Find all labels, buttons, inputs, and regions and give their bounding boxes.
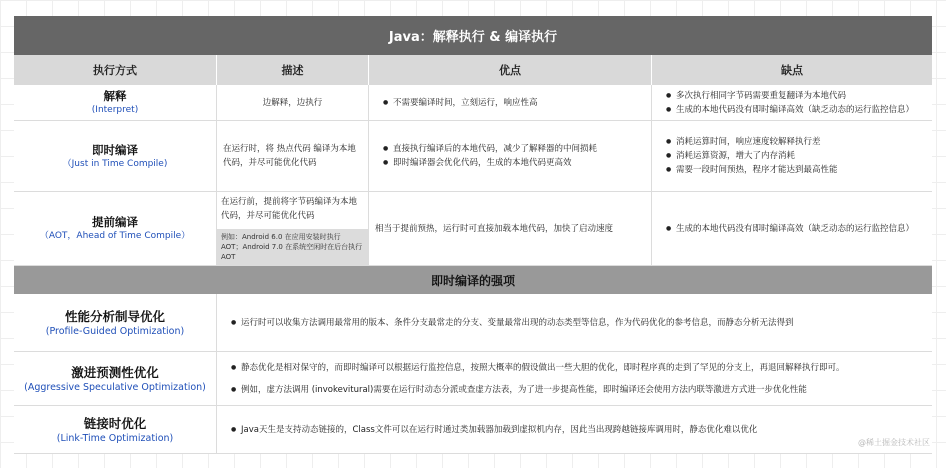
pros-aot [369,192,652,266]
strength-name: 链接时优化 [83,415,147,431]
cons-item: ● 消耗运算时间，响应速度较解释执行差 [676,135,926,149]
mode-sub: (Interpret) [91,105,139,115]
cons-item: ● 消耗运算资源，增大了内存消耗 [676,149,926,163]
strength-speculative [14,352,217,406]
mode-name: 解释 [103,89,127,103]
mode-interpret [14,85,217,121]
strength-sub: (Profile-Guided Optimization) [45,325,185,337]
strength-sub: (Link-Time Optimization) [56,432,174,444]
pros-item: ● 不需要编译时间，立刻运行，响应性高 [393,96,645,110]
cons-item: ● 需要一段时间预热，程序才能达到最高性能 [676,163,926,177]
pros-item: ● 即时编译器会优化代码，生成的本地代码更高效 [393,156,645,170]
cons-jit [652,121,932,192]
cons-item: ● 生成的本地代码没有即时编译高效（缺乏动态的运行监控信息） [676,222,926,236]
strength-pgo [14,294,217,352]
mode-sub: （AOT，Ahead of Time Compile） [39,231,191,241]
strength-item: ● 运行时可以收集方法调用最常用的版本、条件分支最常走的分支、变量最常出现的动态类型等信息，作为代码优化的参考信息，而静态分析无法得到 [241,316,926,330]
strength-name: 性能分析制导优化 [64,308,165,324]
watermark: @稀土掘金技术社区 [858,438,930,447]
desc-text: 在运行时，将 热点代码 编译为本地代码，并尽可能优化代码 [223,144,356,168]
strength-item: ● 静态优化是相对保守的，而即时编译可以根据运行监控信息，按照大概率的假设做出一些大胆的优化，即时程序真的走到了罕见的分支上，再退回解释执行即可。 [241,361,926,375]
header-mode: 执行方式 [14,55,217,85]
cons-item: ● 生成的本地代码没有即时编译高效（缺乏动态的运行监控信息） [676,103,926,117]
strength-sub: (Aggressive Speculative Optimization) [24,381,206,393]
header-cons: 缺点 [652,55,932,85]
section-title: 即时编译的强项 [14,266,932,294]
strength-item: ● 例如，虚方法调用 (invokevitural)需要在运行时动态分派或查虚方法表，为了进一步提高性能，即时编译还会使用方法内联等激进方式进一步优化性能 [241,383,926,397]
mode-name: 提前编译 [92,215,138,229]
header-desc: 描述 [217,55,369,85]
cons-aot [652,192,932,266]
mode-aot [14,192,217,266]
desc-interpret [217,85,369,121]
mode-sub: （Just in Time Compile) [62,158,168,169]
pros-text: 相当于提前预热，运行时可直接加载本地代码，加快了启动速度 [375,223,614,234]
cons-interpret [652,85,932,121]
pros-item: ● 直接执行编译后的本地代码，减少了解释器的中间损耗 [393,142,645,156]
aot-example-note: 例如：Android 6.0 在应用安装时执行 AOT；Android 7.0 在系统空闲时在后台执行 AOT [217,229,368,265]
mode-name: 即时编译 [92,142,138,157]
pros-jit [369,121,652,192]
strength-item: ● Java天生是支持动态链接的，Class文件可以在运行时通过类加载器加载到虚拟机内存，因此当出现跨越链接库调用时，静态优化难以优化 [241,423,926,437]
desc-text: 边解释，边执行 [262,97,323,108]
strength-lto [14,406,217,454]
strength-name: 激进预测性优化 [71,364,159,380]
desc-jit [217,121,369,192]
table-title: Java：解释执行 & 编译执行 [14,16,932,55]
header-pros: 优点 [369,55,652,85]
mode-jit [14,121,217,192]
strength-lto-desc [217,406,932,454]
strength-speculative-desc [217,352,932,406]
strength-pgo-desc [217,294,932,352]
desc-aot [217,192,369,266]
pros-interpret [369,85,652,121]
cons-item: ● 多次执行相同字节码需要重复翻译为本地代码 [676,89,926,103]
desc-text: 在运行前，提前将字节码编译为本地代码，并尽可能优化代码 [221,197,358,221]
